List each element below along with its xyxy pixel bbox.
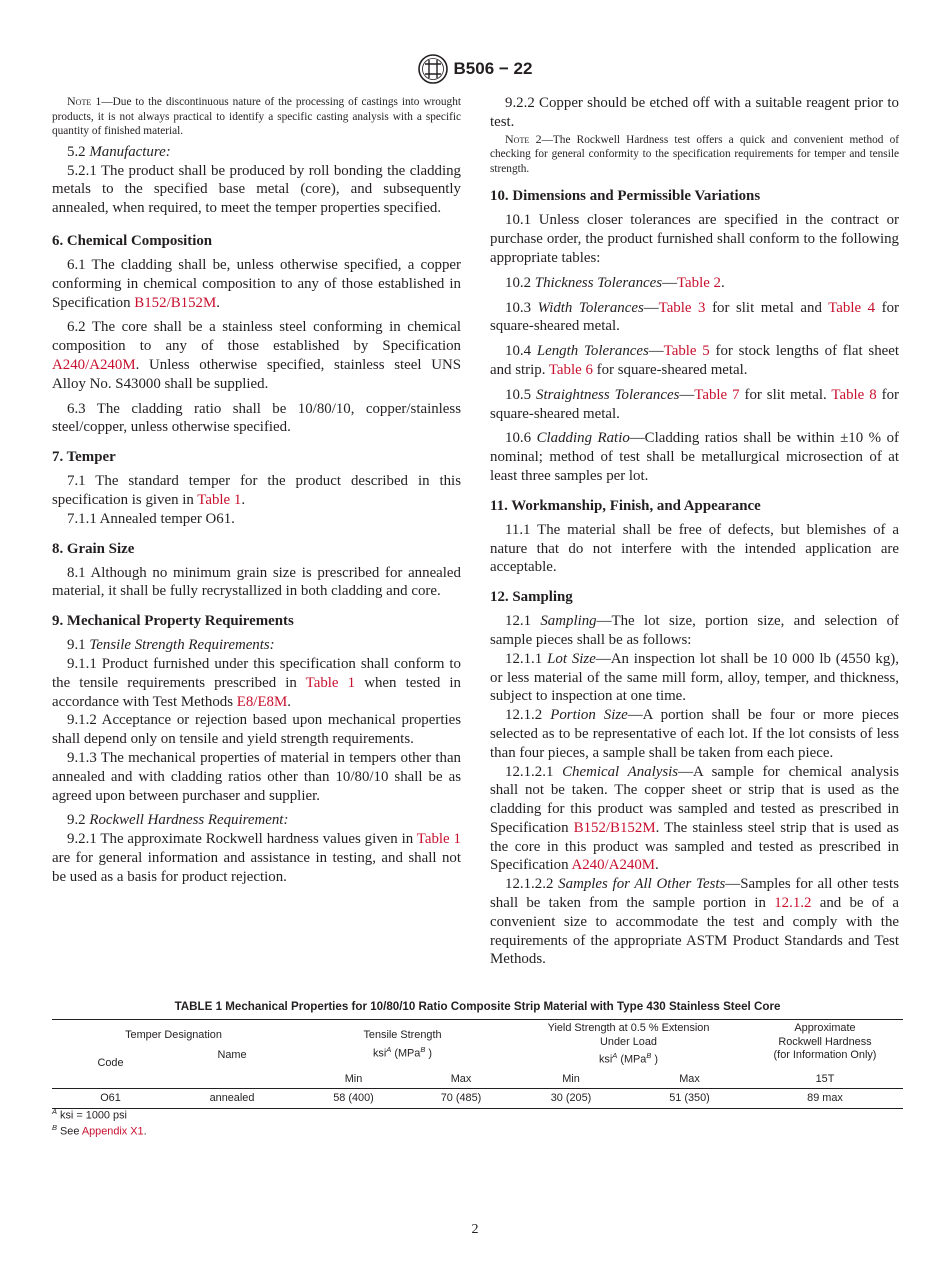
link-a240[interactable]: A240/A240M bbox=[571, 857, 656, 874]
cell-hardness: 89 max bbox=[747, 1089, 903, 1109]
table-1 bbox=[52, 1019, 903, 1109]
heading-9: 9. Mechanical Property Requirements bbox=[52, 613, 294, 630]
note-1: Note 1—Due to the discontinuous nature of the processing of castings into wrought products, it is not always practical to identify a specific casting analysis with a specific quantity of finished material. bbox=[52, 94, 461, 138]
para-10-3: 10.3 Width Tolerances—Table 3 for slit metal and Table 4 for square-sheared metal. bbox=[490, 299, 900, 335]
link-table-8[interactable]: Table 8 bbox=[831, 386, 877, 403]
para-9-1: 9.1 Tensile Strength Requirements: bbox=[67, 637, 275, 654]
cell-yield-max: 51 (350) bbox=[632, 1089, 747, 1109]
para-12-1-2-2: 12.1.2.2 Samples for All Other Tests—Samples for all other tests shall be taken from the sample portion in 12.1.2 and be of a convenient size to accommodate the test and comply with the requirements of the appropriate ASTM Product Standards and Test Methods. bbox=[490, 876, 899, 968]
th-code: Code bbox=[97, 1057, 124, 1070]
th-tensile-min: Min bbox=[295, 1071, 412, 1089]
astm-logo-icon bbox=[418, 54, 448, 84]
heading-7: 7. Temper bbox=[52, 449, 116, 466]
th-temper: Temper Designation bbox=[52, 1020, 295, 1058]
para-5-2: 5.2 Manufacture: bbox=[67, 143, 171, 160]
para-12-1: 12.1 Sampling—The lot size, portion size, and selection of sample pieces shall be as follows: bbox=[490, 613, 899, 648]
para-8-1: 8.1 Although no minimum grain size is prescribed for annealed material, it shall be fully recrystallized in both cladding and core. bbox=[52, 564, 461, 600]
footnote-b: $^B$ See Appendix X1. bbox=[52, 1123, 147, 1138]
link-12-1-2[interactable]: 12.1.2 bbox=[774, 895, 812, 912]
para-10-6: 10.6 Cladding Ratio—Cladding ratios shall be within ±10 % of nominal; method of test shall be metallurgical microsection of at least three samples per lot. bbox=[490, 430, 899, 484]
th-15t: 15T bbox=[747, 1071, 903, 1089]
cell-yield-min: 30 (205) bbox=[510, 1089, 632, 1109]
table-header-row-3 bbox=[52, 1071, 903, 1089]
para-10-1: 10.1 Unless closer tolerances are specified in the contract or purchase order, the product furnished shall conform to the following appropriate tables: bbox=[490, 212, 899, 266]
link-a240[interactable]: A240/A240M bbox=[52, 356, 136, 373]
link-appendix-x1[interactable]: Appendix X1 bbox=[81, 1125, 144, 1138]
left-column bbox=[52, 94, 461, 886]
th-hardness: Approximate Rockwell Hardness (for Information Only) bbox=[747, 1020, 903, 1072]
para-12-1-2: 12.1.2 Portion Size—A portion shall be four or more pieces selected as to be representative of each lot. If the lot consists of less than four pieces, a sample shall be taken from each piece. bbox=[490, 707, 899, 761]
th-tensile: Tensile Strength ksi$^A$ (MPa$^B$ ) bbox=[295, 1020, 510, 1072]
para-10-5: 10.5 Straightness Tolerances—Table 7 for slit metal. Table 8 for square-sheared metal. bbox=[490, 386, 899, 422]
para-9-1-1: 9.1.1 Product furnished under this specification shall conform to the tensile requirements prescribed in Table 1 when tested in accordance with Test Methods E8/E8M. bbox=[52, 655, 461, 710]
para-9-2-1: 9.2.1 The approximate Rockwell hardness values given in Table 1 are for general information and assistance in testing, and shall not be used as a basis for product rejection. bbox=[52, 831, 461, 885]
link-b152[interactable]: B152/B152M bbox=[134, 294, 217, 311]
link-table-5[interactable]: Table 5 bbox=[663, 343, 710, 360]
heading-10: 10. Dimensions and Permissible Variations bbox=[490, 188, 761, 205]
th-yield-min: Min bbox=[510, 1071, 632, 1089]
para-7-1-1: 7.1.1 Annealed temper O61. bbox=[67, 510, 235, 527]
link-b152[interactable]: B152/B152M bbox=[573, 819, 656, 836]
cell-name: annealed bbox=[169, 1089, 295, 1109]
para-9-1-3: 9.1.3 The mechanical properties of material in tempers other than annealed and with cladding ratios other than 10/80/10 shall be as agreed upon between purchaser and supplier. bbox=[52, 749, 461, 804]
link-table-7[interactable]: Table 7 bbox=[694, 386, 740, 403]
cell-code: O61 bbox=[52, 1089, 169, 1109]
link-table-1[interactable]: Table 1 bbox=[305, 674, 356, 691]
cell-tensile-min: 58 (400) bbox=[295, 1089, 412, 1109]
link-e8[interactable]: E8/E8M bbox=[236, 693, 288, 710]
link-table-6[interactable]: Table 6 bbox=[548, 361, 593, 378]
footnote-a: $^A$ ksi = 1000 psi bbox=[52, 1107, 127, 1122]
para-10-2: 10.2 Thickness Tolerances—Table 2. bbox=[505, 274, 725, 291]
table-1-title: TABLE 1 Mechanical Properties for 10/80/10 Ratio Composite Strip Material with Type 430 Stainless Steel Core bbox=[174, 1000, 781, 1013]
heading-11: 11. Workmanship, Finish, and Appearance bbox=[490, 497, 761, 514]
para-6-3: 6.3 The cladding ratio shall be 10/80/10, copper/stainless steel/copper, unless otherwise specified. bbox=[52, 400, 461, 436]
para-11-1: 11.1 The material shall be free of defects, but blemishes of a nature that do not interfere with the intended application are acceptable. bbox=[490, 521, 899, 576]
para-6-1: 6.1 The cladding shall be, unless otherwise specified, a copper conforming in chemical composition to any of those established in Specification B152/B152M. bbox=[52, 256, 461, 311]
right-column bbox=[490, 94, 899, 969]
link-table-1[interactable]: Table 1 bbox=[416, 831, 461, 848]
th-yield-max: Max bbox=[632, 1071, 747, 1089]
para-9-2: 9.2 Rockwell Hardness Requirement: bbox=[67, 812, 289, 829]
note-2: Note 2—The Rockwell Hardness test offers a quick and convenient method of checking for general conformity to the specification requirements for temper and tensile strength. bbox=[490, 131, 900, 175]
para-7-1: 7.1 The standard temper for the product described in this specification is given in Table 1. bbox=[52, 473, 461, 508]
para-10-4: 10.4 Length Tolerances—Table 5 for stock lengths of flat sheet and strip. Table 6 for square-sheared metal. bbox=[490, 343, 899, 378]
heading-12: 12. Sampling bbox=[490, 589, 573, 606]
para-9-1-2: 9.1.2 Acceptance or rejection based upon mechanical properties shall depend only on tensile and yield strength requirements. bbox=[52, 712, 461, 748]
heading-6: 6. Chemical Composition bbox=[52, 232, 213, 249]
th-yield: Yield Strength at 0.5 % Extension Under Load ksi$^A$ (MPa$^B$ ) bbox=[510, 1020, 747, 1072]
link-table-2[interactable]: Table 2 bbox=[676, 274, 721, 291]
heading-8: 8. Grain Size bbox=[52, 540, 135, 557]
page-header bbox=[0, 54, 950, 84]
para-6-2: 6.2 The core shall be a stainless steel conforming in chemical composition to any of those established by Specification A240/A240M. Unless otherwise specified, stainless steel UNS Alloy No. S43000 shall be supplied. bbox=[52, 319, 461, 392]
link-table-1[interactable]: Table 1 bbox=[197, 491, 242, 508]
th-name: Name bbox=[217, 1049, 247, 1061]
table-row bbox=[52, 1089, 903, 1109]
standard-designation: B506 − 22 bbox=[453, 59, 533, 78]
cell-tensile-max: 70 (485) bbox=[412, 1089, 510, 1109]
th-tensile-max: Max bbox=[412, 1071, 510, 1089]
para-12-1-1: 12.1.1 Lot Size—An inspection lot shall be 10 000 lb (4550 kg), or less material of the same mill form, alloy, temper, and thickness, subject to inspection at one time. bbox=[490, 650, 899, 705]
link-table-4[interactable]: Table 4 bbox=[828, 299, 876, 316]
link-table-3[interactable]: Table 3 bbox=[658, 299, 706, 316]
page-number: 2 bbox=[471, 1222, 479, 1237]
para-5-2-1: 5.2.1 The product shall be produced by roll bonding the cladding metals to the specified base metal (core), and subsequently annealed, when required, to meet the temper properties specified. bbox=[52, 162, 461, 217]
para-12-1-2-1: 12.1.2.1 Chemical Analysis—A sample for chemical analysis shall not be taken. The copper sheet or strip that is used as the cladding for this product was sampled and tested as prescribed in Specification B152/B152M. The stainless steel strip that is used as the core in this product was sampled and tested as prescribed in Specification A240/A240M. bbox=[490, 763, 899, 874]
para-9-2-2: 9.2.2 Copper should be etched off with a suitable reagent prior to test. bbox=[490, 95, 899, 130]
